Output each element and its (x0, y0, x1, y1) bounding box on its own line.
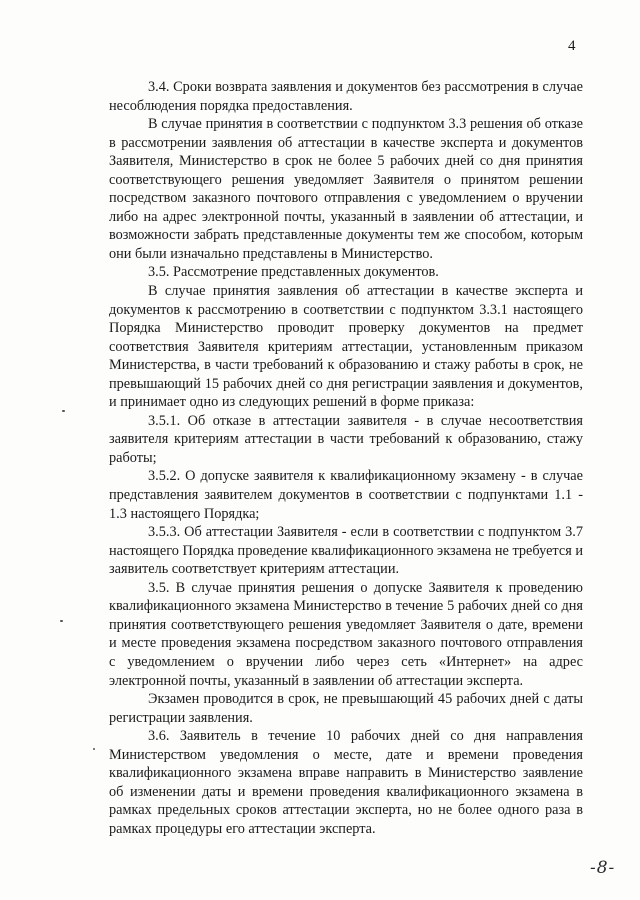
paragraph-3-4-heading: 3.4. Сроки возврата заявления и документов без рассмотрения в случае несоблюдения порядка предоставления. (109, 79, 583, 114)
paragraph-document-review: В случае принятия заявления об аттестации в качестве эксперта и документов к рассмотрению в соответствии с подпунктом 3.3.1 настоящего Порядка Министерство проводит проверку документов на предмет соответствия Заявителя критериям аттестации, установленным приказом Министерства, в части требований к образованию и стажу работы в срок, не превышающий 15 рабочих дней со дня регистрации заявления и документов, и принимает одно из следующих решений в форме приказа: (109, 283, 583, 411)
scan-speck (93, 748, 95, 750)
scan-speck (62, 410, 65, 412)
page-number: 4 (568, 38, 576, 54)
paragraph-3-5-2: 3.5.2. О допуске заявителя к квалификационному экзамену - в случае представления заявителем документов в соответствии с подпунктами 1.1 - 1.3 настоящего Порядка; (109, 468, 583, 522)
scan-speck (60, 620, 63, 622)
paragraph-refusal-notice: В случае принятия в соответствии с подпунктом 3.3 решения об отказе в рассмотрении заявления об аттестации в качестве эксперта и документов Заявителя, Министерство в срок не более 5 рабочих дней со дня принятия соответствующего решения уведомляет Заявителя о принятом решении посредством заказного почтового отправления с уведомлением о вручении либо на адрес электронной почты, указанный в заявлении об аттестации, и возможности забрать представленные документы тем же способом, которым они были изначально представлены в Министерство. (109, 116, 583, 262)
paragraph-3-5-1: 3.5.1. Об отказе в аттестации заявителя - в случае несоответствия заявителя критериям аттестации в части требований к образованию, стажу работы; (109, 412, 583, 466)
handwritten-page-number: -8- (590, 858, 616, 878)
document-body (109, 78, 583, 838)
paragraph-exam-admission: 3.5. В случае принятия решения о допуске Заявителя к проведению квалификационного экзамена Министерство в течение 5 рабочих дней со дня принятия соответствующего решения уведомляет Заявителя о дате, времени и месте проведения экзамена посредством заказного почтового отправления с уведомлением о вручении либо через сеть «Интернет» на адрес электронной почты, указанный в заявлении об аттестации эксперта. (109, 579, 583, 689)
paragraph-3-6: 3.6. Заявитель в течение 10 рабочих дней со дня направления Министерством уведомления о месте, дате и времени проведения квалификационного экзамена вправе направить в Министерство заявление об изменении даты и времени проведения квалификационного экзамена в рамках предельных сроков аттестации эксперта, но не более одного раза в рамках процедуры его аттестации эксперта. (109, 728, 583, 837)
paragraph-3-5-3: 3.5.3. Об аттестации Заявителя - если в соответствии с подпунктом 3.7 настоящего Порядка проведение квалификационного экзамена не требуется и заявитель соответствует критериям аттестации. (109, 524, 584, 578)
paragraph-exam-deadline: Экзамен проводится в срок, не превышающий 45 рабочих дней с даты регистрации заявления. (109, 691, 583, 726)
paragraph-3-5-heading: 3.5. Рассмотрение представленных документов. (148, 264, 439, 281)
